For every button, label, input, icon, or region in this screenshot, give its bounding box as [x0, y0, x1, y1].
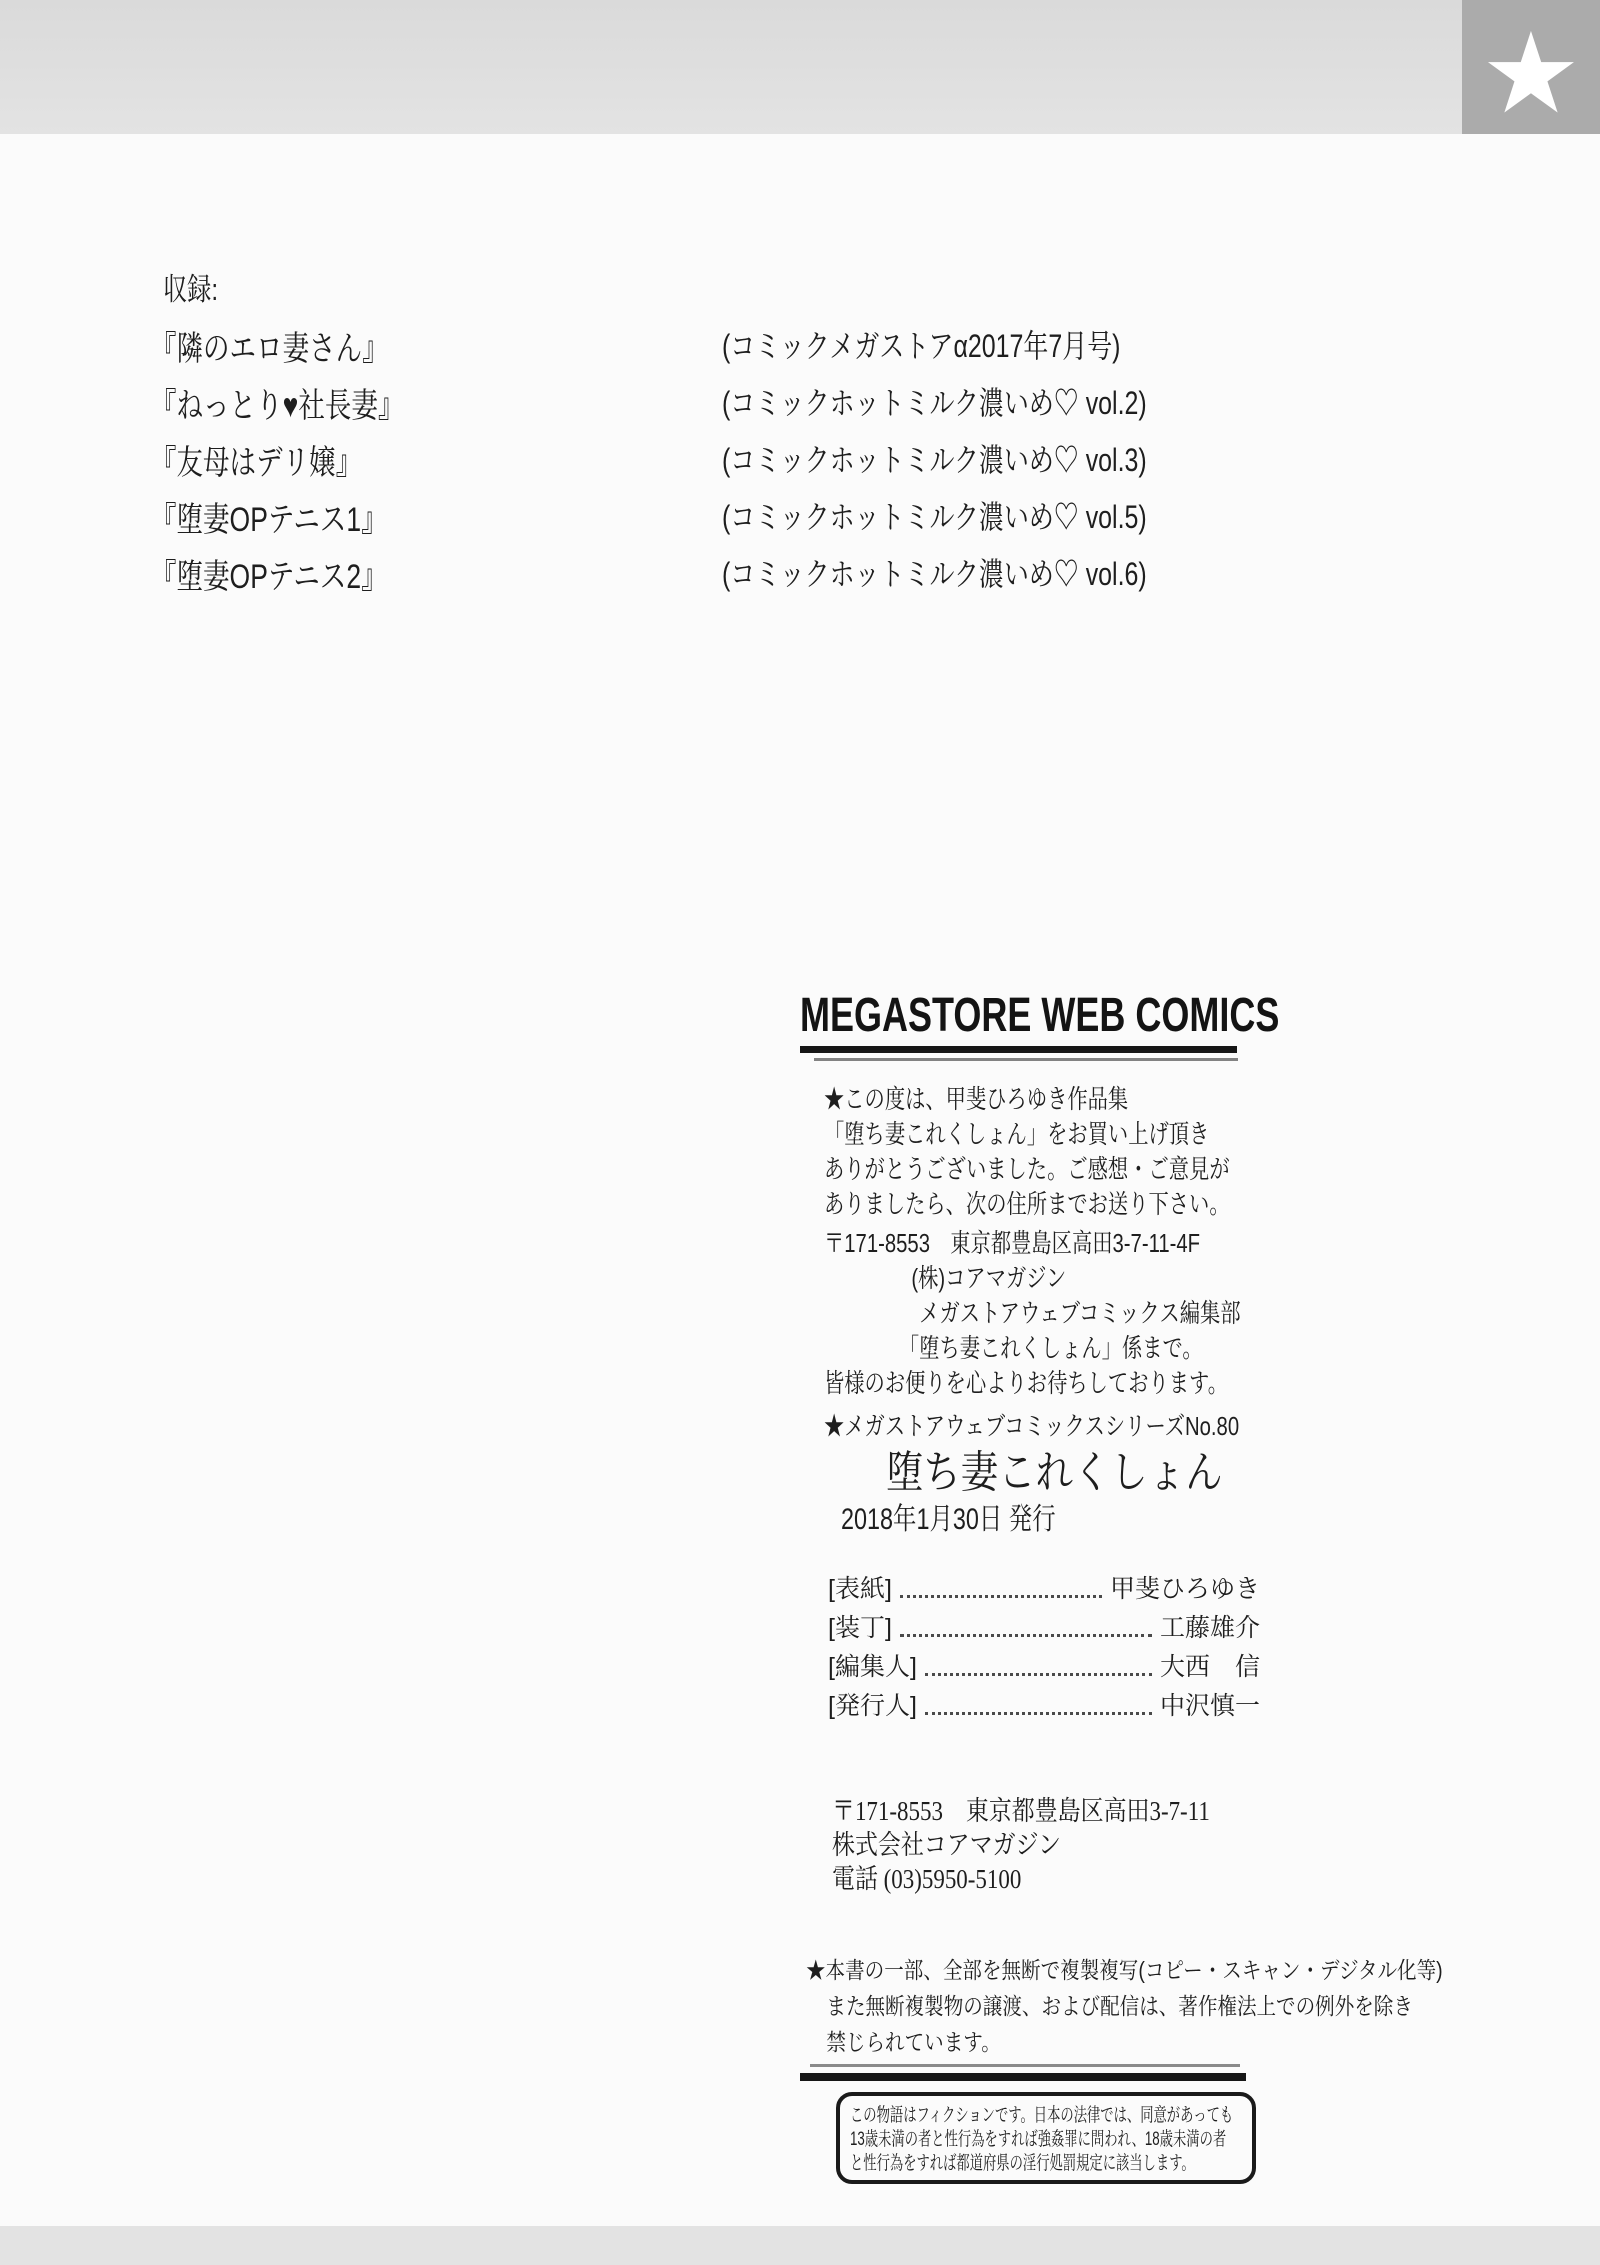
dotted-leader [925, 1673, 1152, 1676]
compilation-source: (コミックホットミルク濃いめ♡ vol.2) [722, 385, 1147, 421]
imprint-logo: MEGASTORE WEB COMICS [800, 989, 1280, 1042]
compilation-title: 『堕妻OPテニス1』 [150, 501, 388, 539]
disclaimer-line: この物語はフィクションです。日本の法律では、同意があっても [850, 2105, 1234, 2126]
address-line: 「堕ち妻これくしょん」係まで。 [898, 1333, 1203, 1363]
publisher-line: 株式会社コアマガジン [832, 1830, 1061, 1860]
compilation-heading: 収録: [163, 272, 219, 307]
dotted-leader [925, 1712, 1152, 1715]
fiction-disclaimer-box [836, 2092, 1256, 2184]
credit-name: 甲斐ひろゆき [1109, 1575, 1260, 1603]
credit-name: 大西 信 [1159, 1653, 1260, 1681]
credits-list [828, 1575, 1260, 1734]
divider-thin [814, 1058, 1238, 1061]
star-icon: ★ [1480, 11, 1582, 136]
credit-row [828, 1614, 1260, 1644]
compilation-title: 『隣のエロ妻さん』 [150, 330, 389, 368]
thanks-line: 「堕ち妻これくしょん」をお買い上げ頂き [824, 1119, 1210, 1149]
copyright-notice [806, 1952, 1443, 2060]
address-line: (株)コアマガジン [911, 1263, 1067, 1293]
dotted-leader [900, 1595, 1102, 1598]
copyright-line: 禁じられています。 [826, 2029, 1001, 2055]
credit-row [828, 1653, 1260, 1683]
address-line: 〒171-8553 東京都豊島区高田3-7-11-4F [824, 1228, 1201, 1258]
address-line: 皆様のお便りを心よりお待ちしております。 [824, 1368, 1228, 1398]
thanks-line: ありがとうございました。ご感想・ご意見が [824, 1154, 1230, 1184]
credit-row [828, 1692, 1260, 1722]
compilation-title: 『堕妻OPテニス2』 [150, 558, 388, 596]
compilation-title: 『ねっとり♥社長妻』 [150, 387, 405, 425]
publisher-address [832, 1794, 1210, 1896]
copyright-line: また無断複製物の譲渡、および配信は、著作権法上での例外を除き [826, 1993, 1413, 2019]
series-number-line: ★メガストアウェブコミックスシリーズNo.80 [824, 1411, 1240, 1441]
disclaimer-line: 13歳未満の者と性行為をすれば強姦罪に問われ、18歳未満の者 [850, 2129, 1227, 2150]
credit-row [828, 1575, 1260, 1605]
credit-label: [編集人] [828, 1653, 917, 1681]
credit-name: 中沢慎一 [1159, 1692, 1260, 1720]
disclaimer-line: と性行為をすれば都道府県の淫行処罰規定に該当します。 [850, 2153, 1195, 2174]
credit-name: 工藤雄介 [1159, 1614, 1260, 1642]
thanks-line: ★この度は、甲斐ひろゆき作品集 [824, 1084, 1129, 1114]
disclaimer-text [850, 2104, 1234, 2176]
compilation-source: (コミックホットミルク濃いめ♡ vol.6) [722, 556, 1147, 592]
bottom-margin-band [0, 2226, 1600, 2265]
dotted-leader [900, 1634, 1152, 1637]
divider-thick [800, 1046, 1237, 1053]
address-line: メガストアウェブコミックス編集部 [919, 1298, 1241, 1328]
publisher-line: 〒171-8553 東京都豊島区高田3-7-11 [832, 1796, 1210, 1826]
divider-thick [800, 2073, 1246, 2081]
compilation-source: (コミックホットミルク濃いめ♡ vol.5) [722, 499, 1147, 535]
compilation-source: (コミックホットミルク濃いめ♡ vol.3) [722, 442, 1147, 478]
credit-label: [表紙] [828, 1575, 892, 1603]
thanks-line: ありましたら、次の住所までお送り下さい。 [824, 1189, 1230, 1219]
corner-marker-box [1462, 0, 1600, 134]
copyright-line: ★本書の一部、全部を無断で複製複写(コピー・スキャン・デジタル化等) [806, 1957, 1443, 1983]
book-title: 堕ち妻これくしょん [886, 1448, 1223, 1497]
credit-label: [発行人] [828, 1692, 917, 1720]
divider-thin [810, 2064, 1240, 2067]
top-margin-band [0, 0, 1600, 134]
feedback-address [824, 1226, 1241, 1401]
compilation-title: 『友母はデリ嬢』 [150, 444, 363, 482]
thanks-paragraph [824, 1082, 1230, 1222]
credit-label: [装丁] [828, 1614, 892, 1642]
publish-date: 2018年1月30日 発行 [841, 1503, 1056, 1536]
compilation-source: (コミックメガストアα2017年7月号) [722, 328, 1121, 364]
publisher-line: 電話 (03)5950-5100 [832, 1864, 1022, 1894]
